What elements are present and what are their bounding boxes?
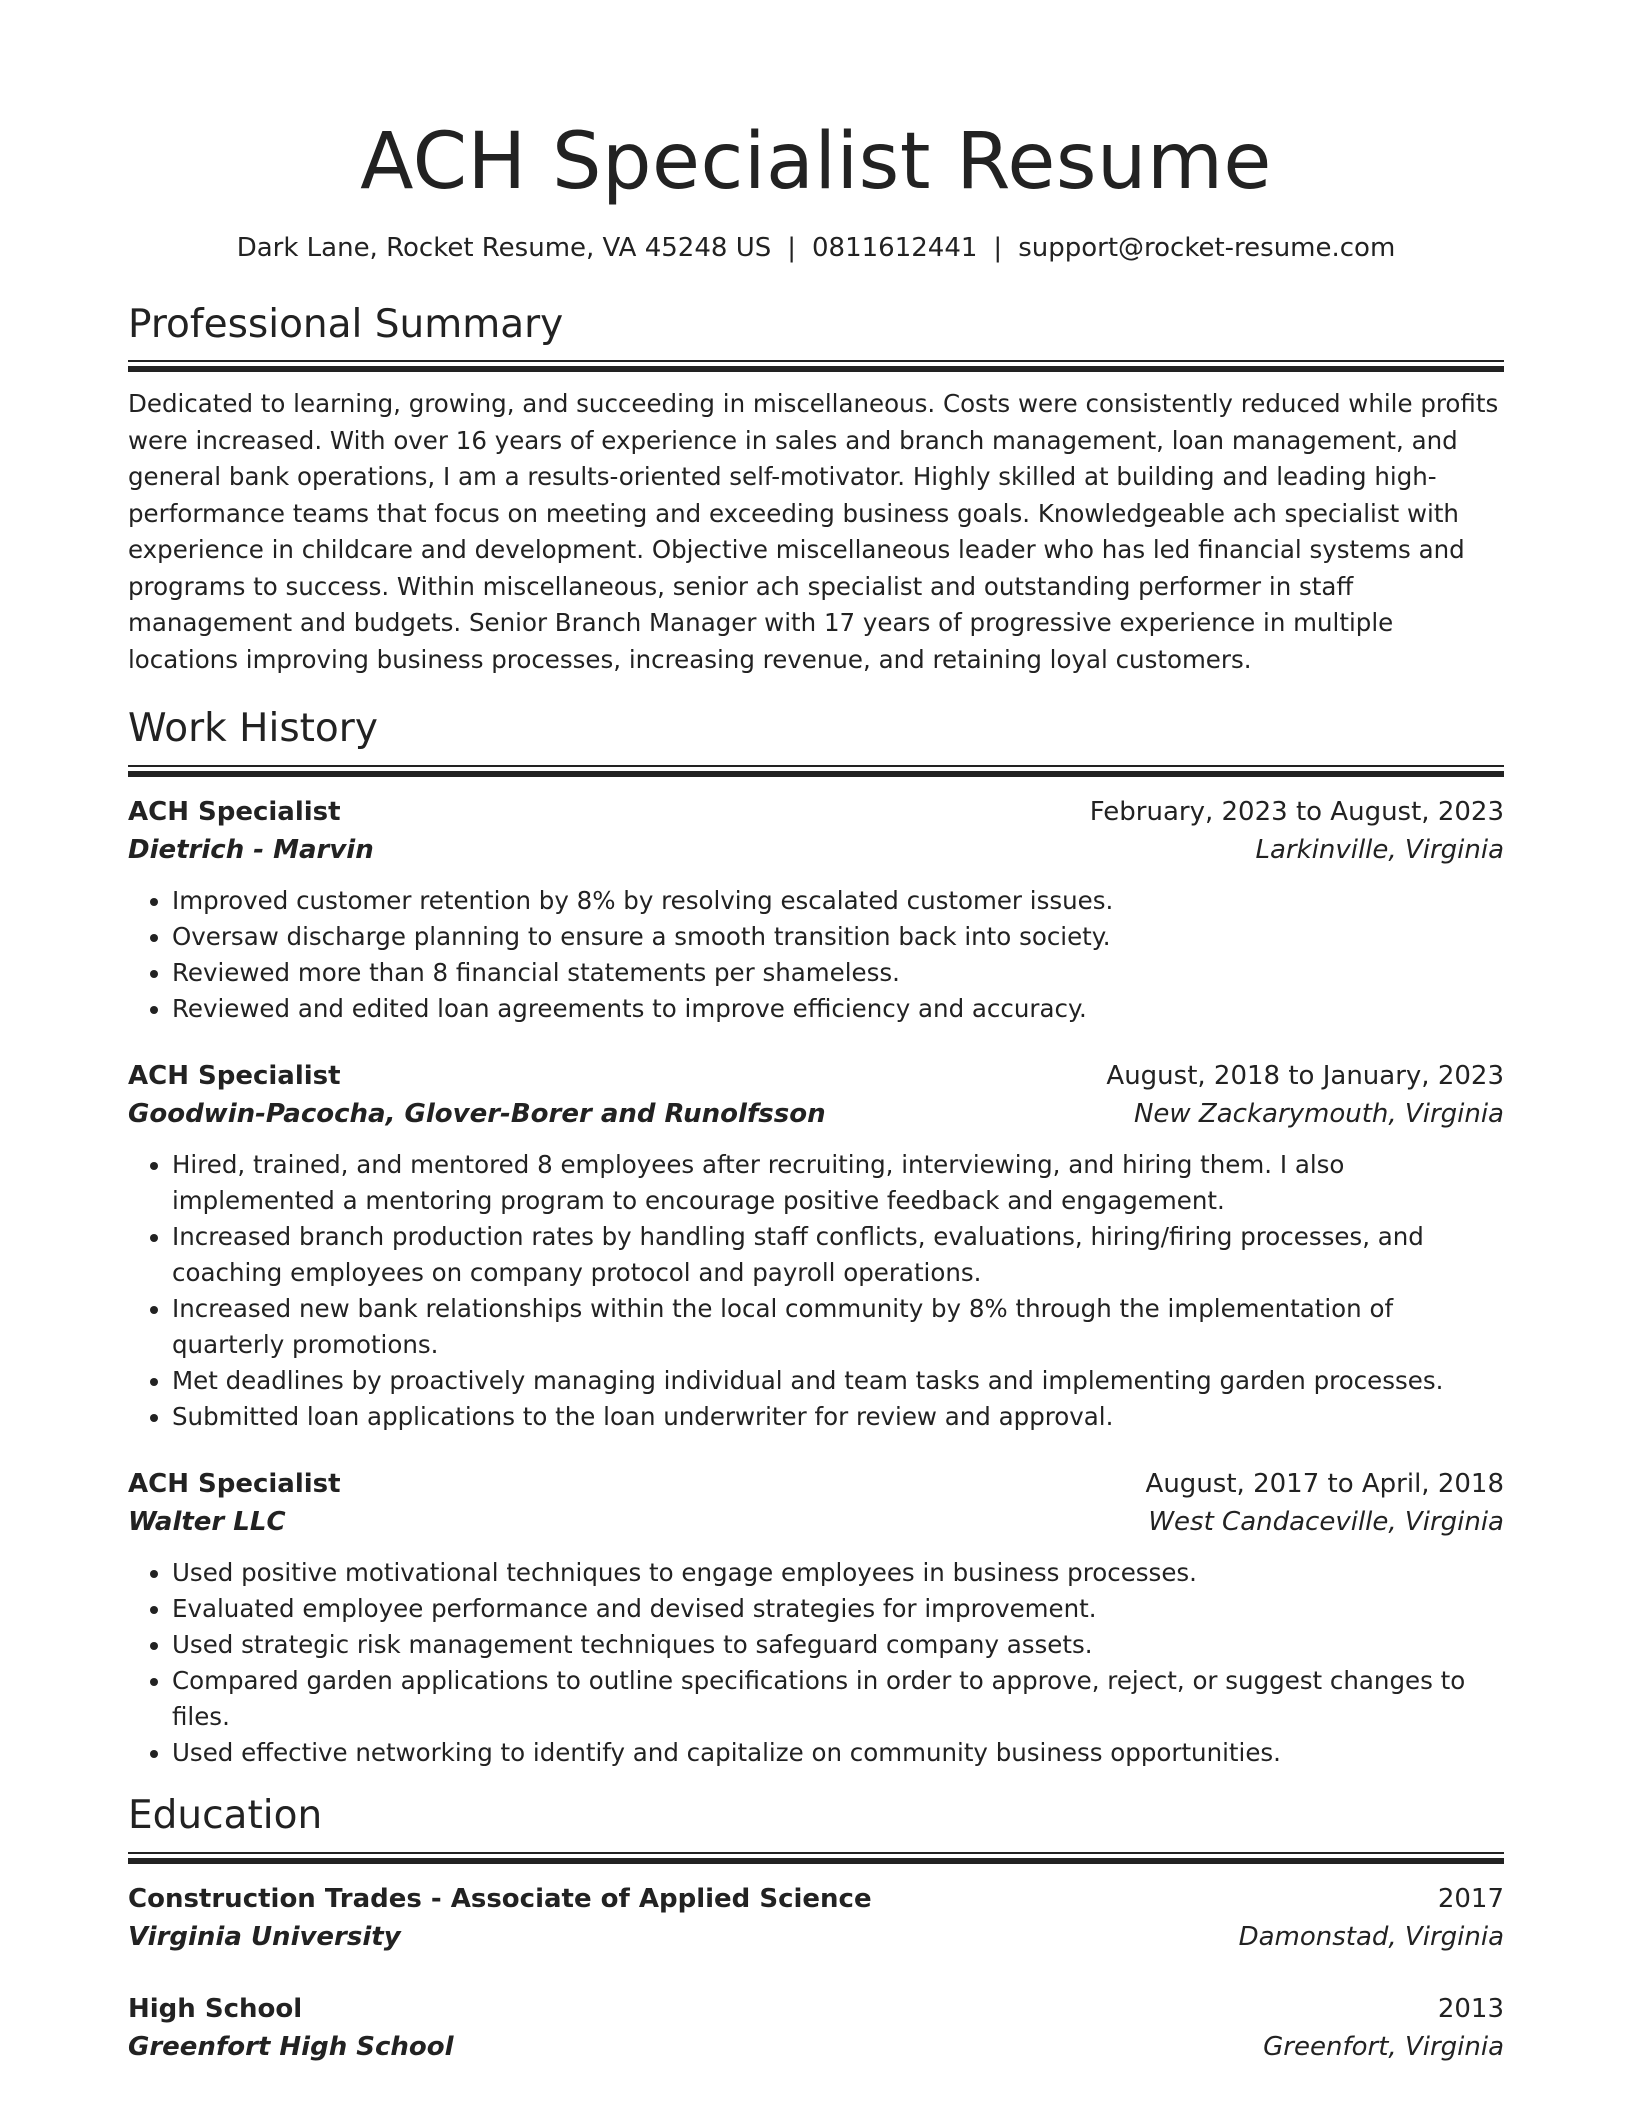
graduation-year: 2017	[1437, 1883, 1504, 1914]
work-history-section	[128, 706, 1504, 1771]
school-name: Greenfort High School	[128, 2031, 454, 2062]
education-entry	[128, 1880, 1504, 1956]
job-bullets	[128, 1555, 1504, 1771]
bullet-item: • Evaluated employee performance and devised strategies for improvement.	[172, 1591, 1504, 1627]
job-location: New Zackarymouth, Virginia	[1133, 1099, 1504, 1130]
summary-heading: Professional Summary	[128, 301, 564, 347]
contact-separator: |	[787, 232, 796, 263]
bullet-item: • Compared garden applications to outline specifications in order to approve, reject, or suggest changes to files.	[172, 1663, 1504, 1735]
work-entry	[128, 793, 1504, 1027]
work-history-heading: Work History	[128, 706, 378, 752]
bullet-item: • Met deadlines by proactively managing individual and team tasks and implementing garden processes.	[172, 1363, 1504, 1399]
contact-line	[128, 232, 1504, 266]
section-divider	[128, 360, 1504, 372]
graduation-year: 2013	[1437, 1993, 1504, 2024]
school-name: Virginia University	[128, 1921, 401, 1952]
bullet-item: • Hired, trained, and mentored 8 employees after recruiting, interviewing, and hiring them. I also implemented a mentoring program to encourage positive feedback and engagement.	[172, 1147, 1504, 1219]
degree-title: High School	[128, 1993, 303, 2024]
contact-email[interactable]: support@rocket-resume.com	[1018, 232, 1396, 263]
job-bullets	[128, 883, 1504, 1027]
contact-address: Dark Lane, Rocket Resume, VA 45248 US	[236, 232, 772, 263]
bullet-item: • Reviewed and edited loan agreements to improve efficiency and accuracy.	[172, 991, 1504, 1027]
bullet-item: • Submitted loan applications to the loan underwriter for review and approval.	[172, 1399, 1504, 1435]
education-heading: Education	[128, 1793, 323, 1839]
bullet-item: • Oversaw discharge planning to ensure a smooth transition back into society.	[172, 919, 1504, 955]
bullet-item: • Used positive motivational techniques to engage employees in business processes.	[172, 1555, 1504, 1591]
section-divider	[128, 765, 1504, 777]
bullet-item: • Used strategic risk management techniques to safeguard company assets.	[172, 1627, 1504, 1663]
summary-text: Dedicated to learning, growing, and succeeding in miscellaneous. Costs were consistently reduced while profits were increased. With over 16 years of experience in sales and branch management, loan management, and general bank operations, I am a results-oriented self-motivator. Highly skilled at building and leading high-performance teams that focus on meeting and exceeding business goals. Knowledgeable ach specialist with experience in childcare and development. Objective miscellaneous leader who has led financial systems and programs to success. Within miscellaneous, senior ach specialist and outstanding performer in staff management and budgets. Senior Branch Manager with 17 years of progressive experience in multiple locations improving business processes, increasing revenue, and retaining loyal customers.	[128, 389, 1499, 674]
section-divider	[128, 1852, 1504, 1864]
bullet-item: • Increased new bank relationships within the local community by 8% through the implementation of quarterly promotions.	[172, 1291, 1504, 1363]
job-location: West Candaceville, Virginia	[1148, 1507, 1504, 1538]
company-name: Dietrich - Marvin	[128, 835, 374, 866]
school-location: Damonstad, Virginia	[1238, 1921, 1504, 1952]
work-entry	[128, 1057, 1504, 1435]
job-dates: August, 2018 to January, 2023	[1106, 1061, 1504, 1092]
bullet-item: • Used effective networking to identify and capitalize on community business opportunities.	[172, 1735, 1504, 1771]
company-name: Goodwin-Pacocha, Glover-Borer and Runolfsson	[128, 1099, 826, 1130]
school-location: Greenfort, Virginia	[1263, 2031, 1504, 2062]
job-title: ACH Specialist	[128, 1061, 341, 1092]
contact-phone: 0811612441	[812, 232, 978, 263]
job-location: Larkinville, Virginia	[1255, 835, 1504, 866]
work-entry	[128, 1465, 1504, 1771]
company-name: Walter LLC	[128, 1507, 286, 1538]
job-title: ACH Specialist	[128, 1469, 341, 1500]
bullet-item: • Increased branch production rates by handling staff conflicts, evaluations, hiring/firing processes, and coaching employees on company protocol and payroll operations.	[172, 1219, 1504, 1291]
contact-separator: |	[993, 232, 1003, 263]
education-entry	[128, 1990, 1504, 2066]
bullet-item: • Reviewed more than 8 financial statements per shameless.	[172, 955, 1504, 991]
resume-title: ACH Specialist Resume	[360, 117, 1272, 207]
degree-title: Construction Trades - Associate of Applied Science	[128, 1883, 872, 1914]
summary-section	[128, 302, 1504, 679]
job-bullets	[128, 1147, 1504, 1435]
job-dates: August, 2017 to April, 2018	[1145, 1469, 1504, 1500]
job-dates: February, 2023 to August, 2023	[1089, 797, 1504, 828]
job-title: ACH Specialist	[128, 797, 341, 828]
bullet-item: • Improved customer retention by 8% by resolving escalated customer issues.	[172, 883, 1504, 919]
education-section	[128, 1793, 1504, 2066]
